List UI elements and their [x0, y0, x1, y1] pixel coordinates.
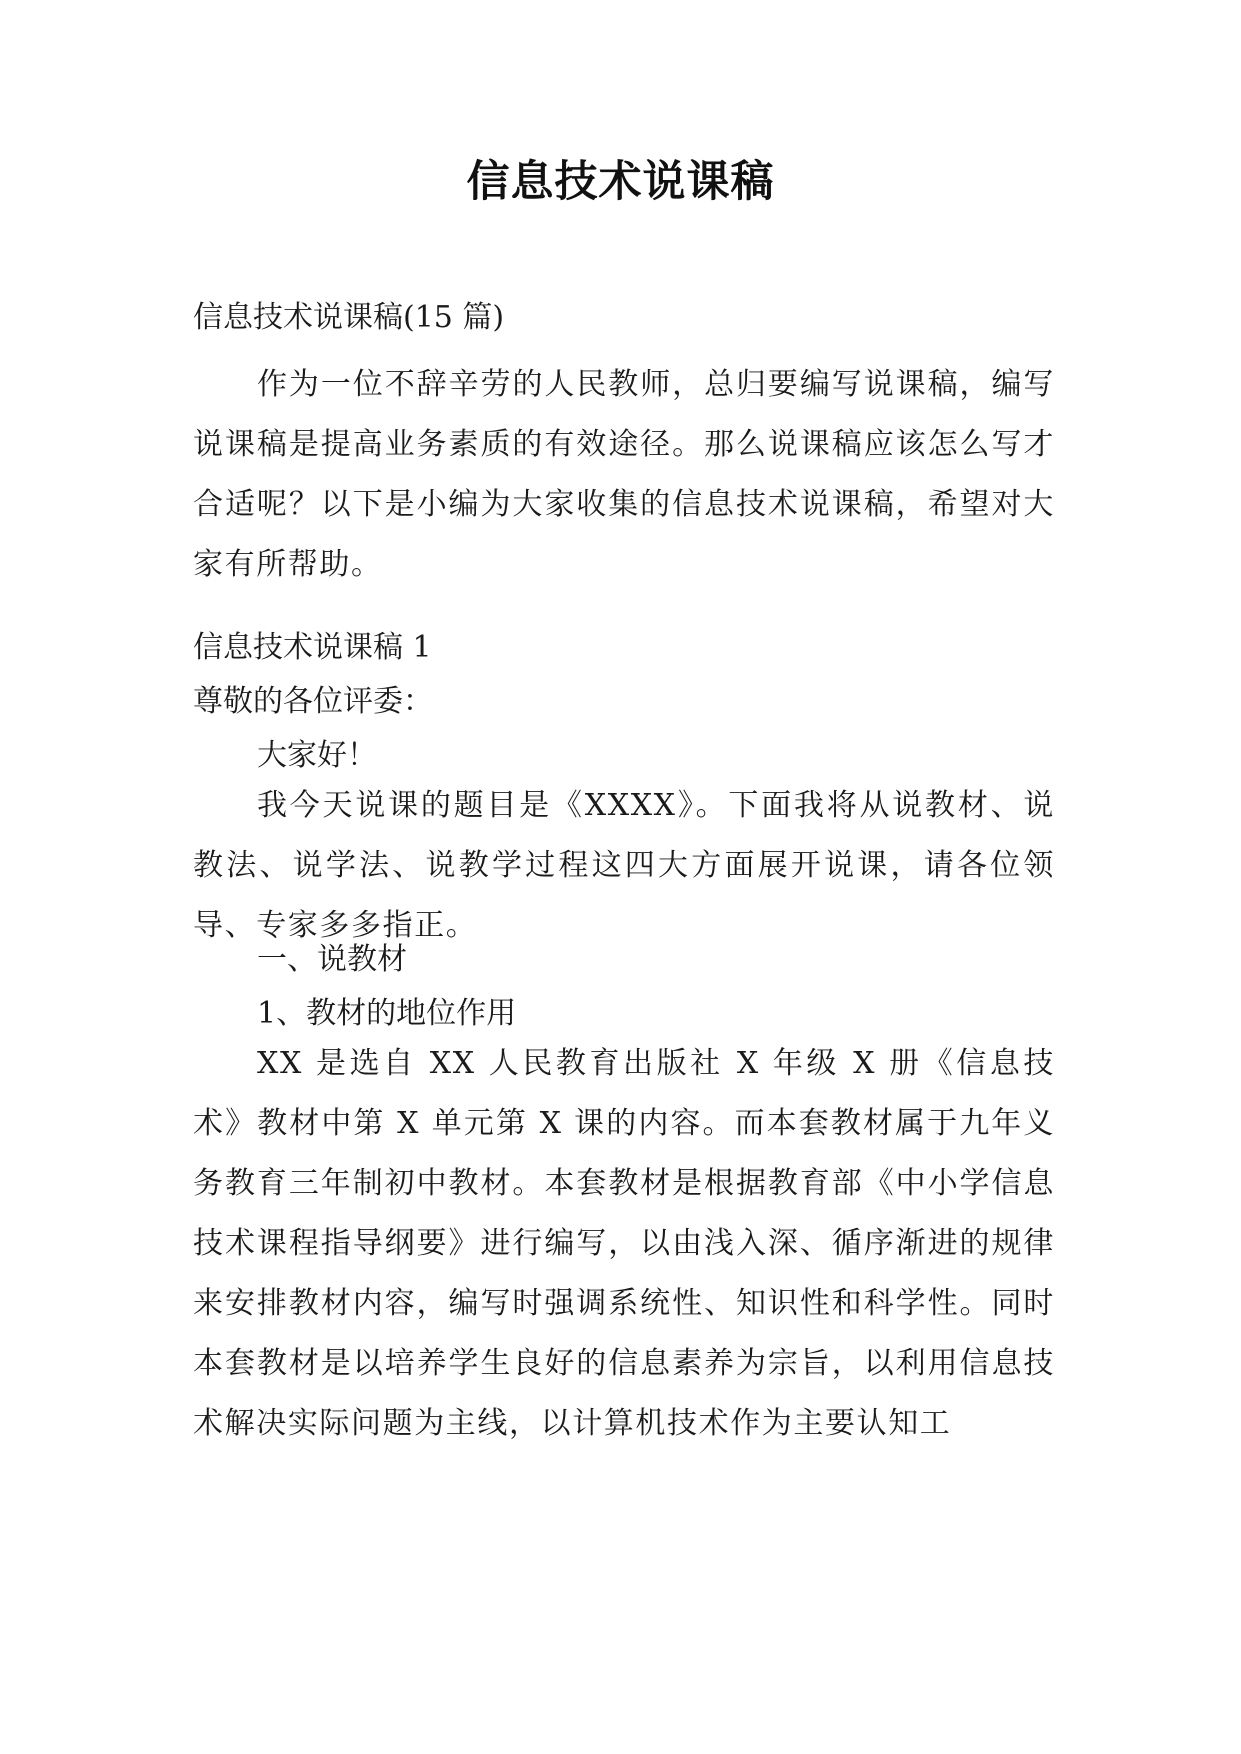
material-paragraph: XX 是选自 XX 人民教育出版社 X 年级 X 册《信息技术》教材中第 X 单元第 X 课的内容。而本套教材属于九年义务教育三年制初中教材。本套教材是根据教育部《中小学信息技术课程指导纲要》进行编写，以由浅入深、循序渐进的规律来安排教材内容，编写时强调系统性、知识性和科学性。同时本套教材是以培养学生良好的信息素养为宗旨，以利用信息技术解决实际问题为主线，以计算机技术作为主要认知工 — [193, 1046, 1055, 1441]
document-subtitle: 信息技术说课稿(15 篇) — [193, 300, 505, 335]
intro-paragraph: 作为一位不辞辛劳的人民教师，总归要编写说课稿，编写说课稿是提高业务素质的有效途径。那么说课稿应该怎么写才合适呢？以下是小编为大家收集的信息技术说课稿，希望对大家有所帮助。 — [193, 367, 1055, 582]
document-title: 信息技术说课稿 — [466, 157, 775, 207]
section-heading: 信息技术说课稿 1 — [193, 630, 432, 665]
salutation: 尊敬的各位评委： — [193, 684, 433, 719]
heading-material-role: 1、教材的地位作用 — [257, 996, 517, 1031]
greeting: 大家好！ — [257, 738, 377, 773]
topic-paragraph: 我今天说课的题目是《XXXX》。下面我将从说教材、说教法、说学法、说教学过程这四大方面展开说课，请各位领导、专家多多指正。 — [193, 788, 1055, 943]
heading-teaching-material: 一、说教材 — [257, 942, 407, 977]
